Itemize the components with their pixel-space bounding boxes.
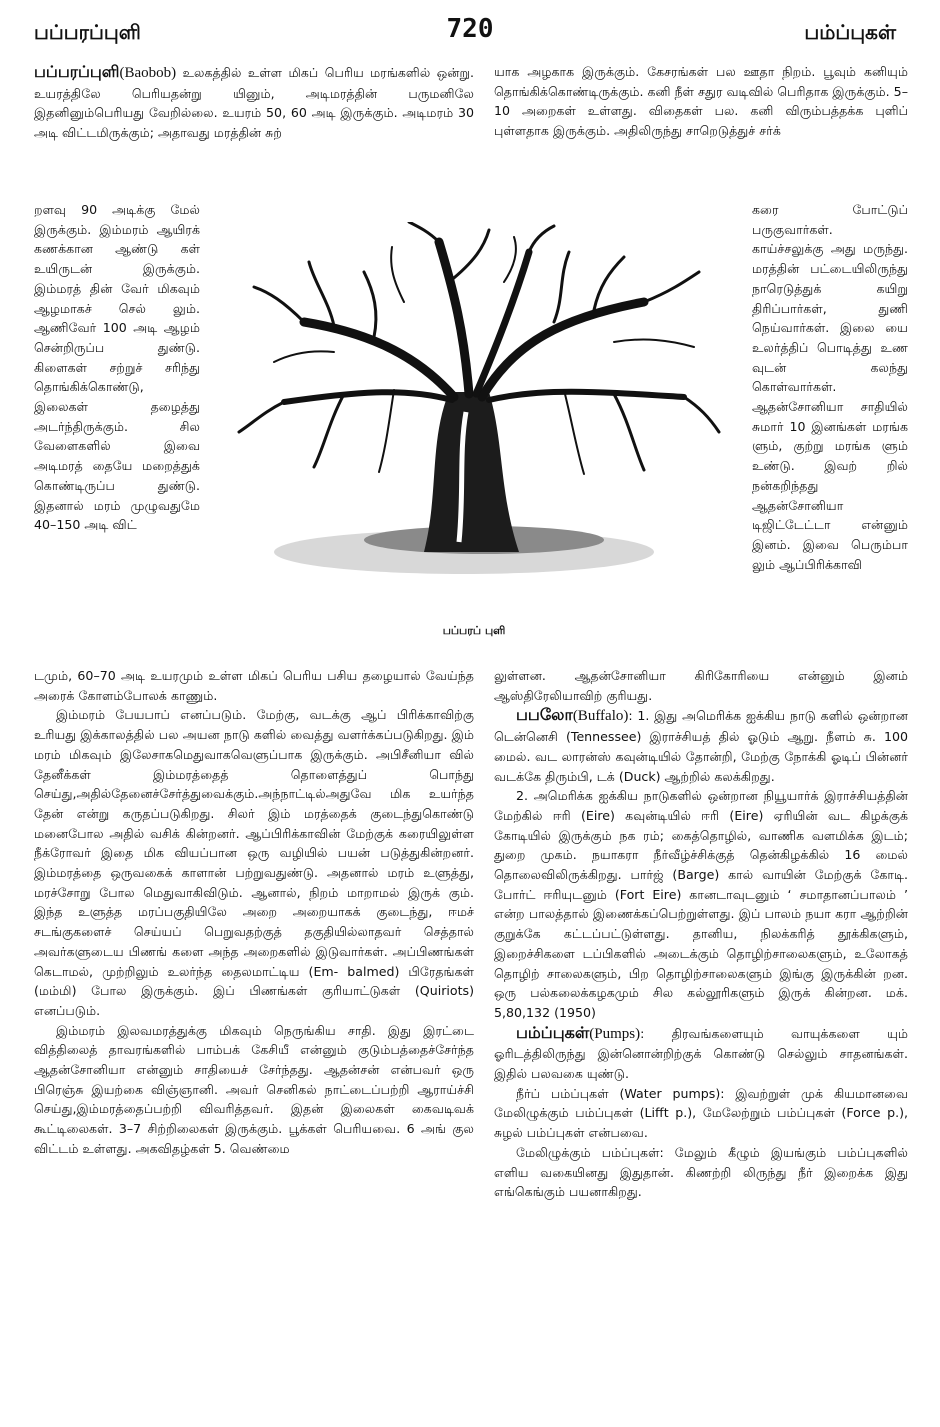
entry-baobab-intro bbox=[34, 62, 474, 143]
entry-latin-buffalo: (Buffalo) bbox=[572, 708, 629, 725]
entry-text: உலகத்தில் உள்ள மிகப் பெரிய மரங்களில் ஒன்று. உயரத்திலே பெரியதன்று யினும், அடிமரத்தின் பருமனிலே இதனினும்பெரியது வேறில்லை. உயரம் 50, 60 அடி இருக்கும். அடிமரம் 30 அடி விட்டமிருக்கும்; அதாவது மரத்தின் சுற் bbox=[34, 65, 474, 141]
left-wrap-column bbox=[34, 200, 200, 535]
page-number: 720 bbox=[446, 14, 494, 44]
right-wrap-column bbox=[752, 200, 908, 574]
entry-latin-baobab: (Baobob) bbox=[119, 65, 177, 81]
right-column-lower bbox=[494, 666, 908, 1202]
tree-drawing bbox=[214, 222, 734, 602]
entry-headword-buffalo: பபலோ bbox=[516, 705, 573, 725]
entry-headword-baobab: பப்பரப்புளி bbox=[34, 62, 120, 81]
entry-baobab-body bbox=[34, 666, 474, 1159]
entry-baobab-continued bbox=[494, 62, 908, 141]
wrap-text-right: கரை போட்டுப் பருகுவார்கள். காய்ச்சலுக்கு அது மருந்து. மரத்தின் பட்டையிலிருந்து நாரெடுத்துக் கயிறு திரிப்பார்கள், துணி நெய்வார்கள். இலை யை உலர்த்திப் பொடித்து உண வுடன் கலந்து கொள்வார்கள். ஆதன்சோனியா சாதியில் சுமார் 10 இனங்கள் மரங்க ளும், குற்று மரங்க ளும் உண்டு. இவற் றில் நன்கறிந்தது ஆதன்சோனியா டிஜிட்டேட்டா என்னும் இனம். இவை பெரும்பா லும் ஆப்பிரிக்காவி bbox=[752, 202, 908, 572]
entry-latin-pumps: (Pumps) bbox=[589, 1025, 641, 1042]
figure-caption: பப்பரப் புளி bbox=[442, 624, 506, 637]
paragraph: இம்மரம் இலவமரத்துக்கு மிகவும் நெருங்கிய சாதி. இது இரட்டை வித்திலைத் தாவரங்களில் பாம்பக் கேசியீ என்னும் குடும்பத்தைச்சேர்ந்த ஆதன்சோனியா என்னும் சாதியைச் சேர்ந்தது. ஆதன்சன் என்பவர் ஒரு பிரெஞ்சு இயற்கை விஞ்ஞானி. அவர் செனிகல் நாட்டைப்பற்றி ஆராய்ச்சி செய்து,இம்மரத்தைப்பற்றி விவரித்தவர். இதன் இலைகள் கைவடிவக் கூட்டிலைகள். 3–7 சிற்றிலைகள் இருக்கும். பூக்கள் பெரியவை. 6 அங் குல விட்டம் உள்ளது. அகவிதழ்கள் 5. வெண்மை bbox=[34, 1022, 474, 1156]
paragraph: இம்மரம் பேயபாப் எனப்படும். மேற்கு, வடக்கு ஆப் பிரிக்காவிற்கு உரியது இக்காலத்தில் பல அயன நாடு களில் வைத்து வளர்க்கப்படுகிறது. இம் மரம் மிகவும் இலேசாகமெதுவாகவெளுப்பாக இருக்கும். அபிசீனியா வில் தேனீக்கள் இம்மரத்தைத் தொளைத்துப் பொந்து செய்து,அதில்தேனைச்சேர்த்துவைக்கும்.அந்நாட்டில்அதுவே மிக உயர்ந்த தேன் என்று கருதப்படுகிறது. சிலர் இம் மரத்தைக் குடைந்துகொண்டு மனைபோல அதில் வசிக் கின்றனர். ஆப்பிரிக்காவின் மேற்குக் கரையிலுள்ள நீக்ரோவர் இதை மிக வியப்பான ஒரு வழியில் பயன் படுத்துகின்றனர். இம்மரத்தை ஒருவகைக் காளான் பற்றுவதுண்டு. அதனால் மரம் உளுத்து, மரச்சோறு போல மெதுவாகிவிடும். ஆனால், நிறம் மாறாமல் இருக் கும். இந்த உளுத்த மரப்பகுதியிலே அறை அறையாகக் குடைந்து, ஈமச் சடங்குகளைச் செய்யப் பெறுவதற்குத் தகுதியில்லாதவர் செத்தால் அவர்களுடைய பிணங் களை அந்த அறைகளில் இடுவார்கள். அப்பிணங்கள் கெடாமல், முற்றிலும் உலர்ந்த தைலமாட்டிய (Em- balmed) பிரேதங்கள் (மம்மி) போல இருக்கும். இப் பிணங்கள் குரியாட்டுகள் (Quiriots) எனப்படும். bbox=[34, 707, 474, 1018]
running-head-right: பம்ப்புகள் bbox=[804, 20, 896, 44]
paragraph: : 1. இது அமெரிக்க ஐக்கிய நாடு களில் ஒன்றான டென்னெசி (Tennessee) இராச்சியத் தில் ஓடும் ஆறு. நீளம் சு. 100 மைல். வட லாரன்ஸ் கவுன்டியில் தோன்றி, மேற்கு நோக்கி ஓடிப் பின்னர் வடக்கே திரும்பி, டக் (Duck) ஆற்றில் கலக்கிறது. bbox=[494, 708, 908, 784]
paragraph: நீர்ப் பம்ப்புகள் (Water pumps): இவற்றுள் முக் கியமானவை மேலிழுக்கும் பம்ப்புகள் (Lifft p.), மேலேற்றும் பம்ப்புகள் (Force p.), சுழல் பம்ப்புகள் என்பவை. bbox=[494, 1085, 908, 1141]
running-head-left: பப்பரப்புளி bbox=[34, 20, 141, 44]
paragraph: 2. அமெரிக்க ஐக்கிய நாடுகளில் ஒன்றான நியூயார்க் இராச்சியத்தின் மேற்கில் ஈரி (Eire) கவுன்டியில் ஈரி (Eire) ஏரியின் வட கிழக்குக் கோடியில் இருக்கும் நக ரம்; கைத்தொழில், வாணிக வளமிக்க இடம்; துறை முகம். நயாகரா நீர்வீழ்ச்சிக்குத் தென்கிழக்கில் 16 மைல் தொலைவிலிருக்கிறது. பார்ஜ் (Barge) கால் வாயின் மேற்குக் கோடி. போர்ட் ஈரியுடனும் (Fort Eire) கானடாவுடனும் ‘ சமாதானப்பாலம் ’ என்ற பாலத்தால் இணைக்கப்பெற்றுள்ளது. இப் பாலம் நயா கரா ஆற்றின் குறுக்கே கட்டப்பட்டுள்ளது. தானிய, நிலக்கரித் தூக்கிகளும், இறைச்சிகளை டப்பிகளில் அடைக்கும் தொழிற்சாலைகளும், உலோகத் தொழிற் சாலைகளும், பிற தொழிற்சாலைகளும் இங்கு இருக்கின் றன. ஒரு பல்கலைக்கழகமும் சில கல்லூரிகளும் இருக் கின்றன. மக். 5,80,132 (1950) bbox=[494, 788, 908, 1020]
paragraph: லுள்ளன. ஆதன்சோனியா கிரிகோரியை என்னும் இனம் ஆஸ்திரேலியாவிற் குரியது. bbox=[494, 668, 908, 703]
wrap-text-left: றளவு 90 அடிக்கு மேல் இருக்கும். இம்மரம் ஆயிரக் கணக்கான ஆண்டு கள் உயிருடன் இருக்கும். இம்மரத் தின் வேர் மிகவும் ஆழமாகச் செல் லும். ஆணிவேர் 100 அடி ஆழம் சென்றிருப்ப துண்டு. கிளைகள் சற்றுச் சரிந்து தொங்கிக்கொண்டு, இலைகள் தழைத்து அடர்ந்திருக்கும். சில வேளைகளில் இவை அடிமரத் தையே மறைத்துக் கொண்டிருப்ப துண்டு. இதனால் மரம் முழுவதுமே 40–150 அடி விட் bbox=[34, 202, 200, 533]
entry-headword-pumps: பம்ப்புகள் bbox=[516, 1022, 590, 1042]
baobab-tree-illustration bbox=[214, 222, 734, 602]
paragraph: : திரவங்களையும் வாயுக்களை யும் ஓரிடத்திலிருந்து இன்னொன்றிற்குக் கொண்டு செல்லும் சாதனங்கள். இதில் பலவகை யுண்டு. bbox=[494, 1025, 908, 1082]
paragraph: டமும், 60–70 அடி உயரமும் உள்ள மிகப் பெரிய பசிய தழையால் வேய்ந்த அரைக் கோளம்போலக் காணும். bbox=[34, 668, 474, 703]
paragraph: மேலிழுக்கும் பம்ப்புகள்: மேலும் கீழும் இயங்கும் பம்ப்புகளில் எளிய வகையினது இதுதான். கிணற்றி லிருந்து நீர் இறைக்க இது எங்கெங்கும் பயனாகிறது. bbox=[494, 1144, 908, 1200]
paragraph: யாக அழகாக இருக்கும். கேசரங்கள் பல ஊதா நிறம். பூவும் கனியும் தொங்கிக்கொண்டிருக்கும். கனி நீள் சதுர வடிவில் பெரிதாக இருக்கும். 5–10 அறைகள் உள்ளது. விதைகள் பல. கனி விரும்பத்தக்க புளிப் புள்ளதாக இருக்கும். அதிலிருந்து சாறெடுத்துச் சர்க் bbox=[494, 64, 908, 139]
